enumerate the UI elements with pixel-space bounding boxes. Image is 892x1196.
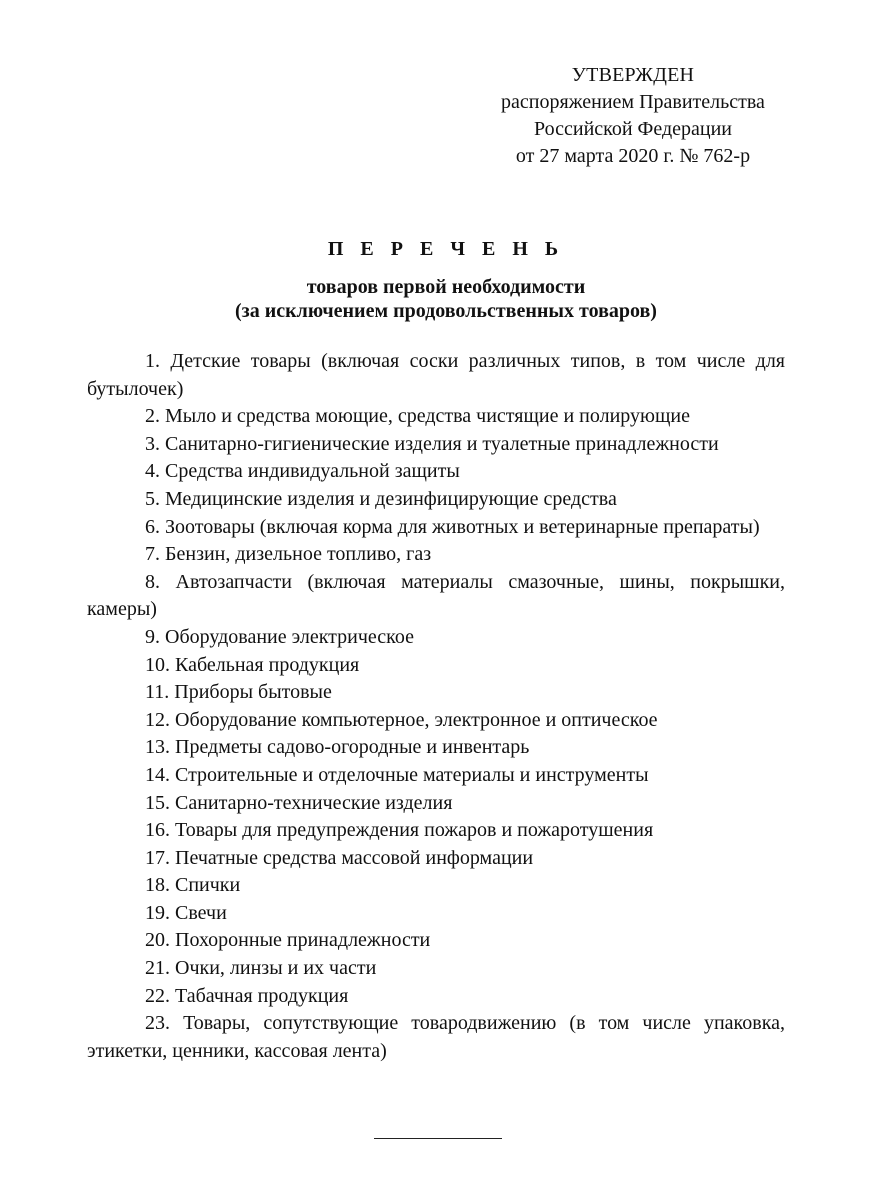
list-item: 20. Похоронные принадлежности bbox=[145, 929, 431, 952]
list-item: 12. Оборудование компьютерное, электронное и оптическое bbox=[145, 708, 658, 731]
list-item: 4. Средства индивидуальной защиты bbox=[145, 460, 460, 483]
list-item: 15. Санитарно-технические изделия bbox=[145, 791, 453, 814]
end-divider bbox=[374, 1138, 502, 1139]
approval-heading: УТВЕРЖДЕН bbox=[571, 64, 695, 86]
list-item: 8. Автозапчасти (включая материалы смазочные, шины, покрышки, камеры) bbox=[87, 570, 785, 621]
list-item: 21. Очки, линзы и их части bbox=[145, 957, 377, 980]
list-item: 9. Оборудование электрическое bbox=[145, 625, 414, 648]
list-item: 13. Предметы садово-огородные и инвентарь bbox=[145, 736, 530, 759]
list-item: 17. Печатные средства массовой информации bbox=[145, 846, 534, 869]
approval-authority: распоряжением Правительства bbox=[501, 91, 765, 113]
document-subtitle-note: (за исключением продовольственных товаров) bbox=[235, 300, 657, 322]
list-item: 23. Товары, сопутствующие товародвижению (в том числе упаковка, этикетки, ценники, кассовая лента) bbox=[87, 1012, 785, 1062]
list-item: 18. Спички bbox=[145, 874, 241, 897]
document-subtitle: товаров первой необходимости bbox=[306, 276, 586, 298]
list-item: 10. Кабельная продукция bbox=[145, 653, 360, 676]
list-item: 16. Товары для предупреждения пожаров и пожаротушения bbox=[145, 819, 654, 842]
list-item: 7. Бензин, дизельное топливо, газ bbox=[145, 543, 432, 566]
list-item: 5. Медицинские изделия и дезинфицирующие средства bbox=[145, 487, 617, 510]
document-title: П Е Р Е Ч Е Н Ь bbox=[327, 238, 565, 260]
list-item: 6. Зоотовары (включая корма для животных и ветеринарные препараты) bbox=[145, 515, 760, 538]
list-item: 2. Мыло и средства моющие, средства чистящие и полирующие bbox=[145, 405, 690, 428]
list-item: 11. Приборы бытовые bbox=[145, 681, 332, 704]
list-item: 3. Санитарно-гигиенические изделия и туалетные принадлежности bbox=[145, 432, 719, 455]
list-item: 14. Строительные и отделочные материалы и инструменты bbox=[145, 763, 649, 786]
approval-stamp bbox=[478, 62, 788, 170]
goods-list bbox=[87, 348, 785, 1065]
approval-date-number: от 27 марта 2020 г. № 762-р bbox=[515, 145, 751, 167]
list-item: 19. Свечи bbox=[145, 901, 227, 924]
approval-authority-country: Российской Федерации bbox=[533, 118, 733, 140]
list-item: 1. Детские товары (включая соски различных типов, в том числе для бутылочек) bbox=[87, 350, 785, 400]
list-item: 22. Табачная продукция bbox=[145, 984, 349, 1007]
